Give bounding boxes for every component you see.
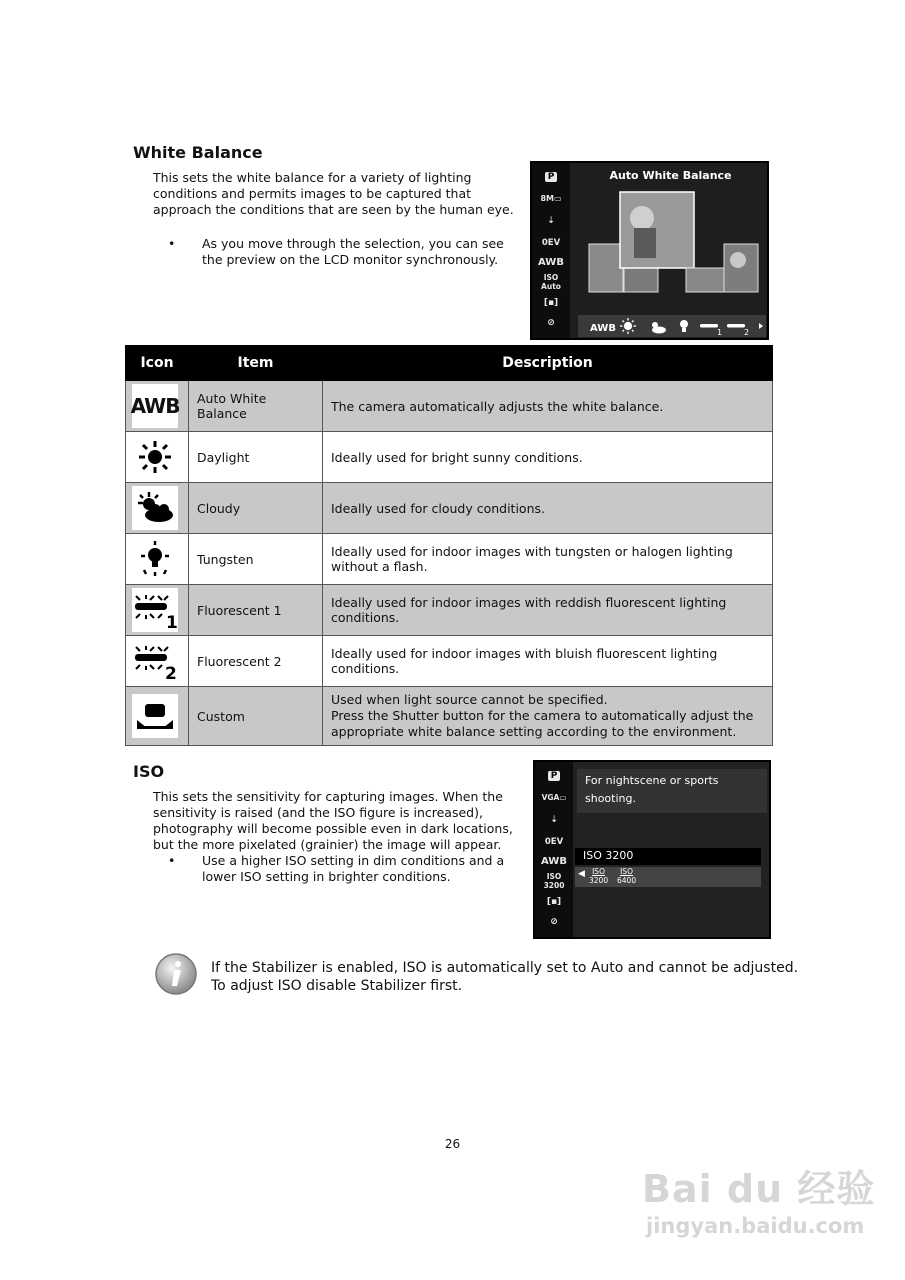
- focus-icon: [▪]: [543, 298, 559, 308]
- lcd-sidebar: [535, 762, 573, 937]
- table-row: [126, 687, 773, 746]
- row-description: Ideally used for bright sunny conditions.: [323, 432, 773, 483]
- resolution-8m-icon: 8M▭: [540, 194, 562, 203]
- flash-icon: ⇣: [550, 815, 558, 825]
- table-row: [126, 534, 773, 585]
- svg-text:1: 1: [166, 613, 178, 630]
- svg-text:2: 2: [165, 664, 177, 681]
- iso-option-bar[interactable]: [575, 867, 761, 887]
- white-balance-heading: White Balance: [133, 143, 263, 162]
- iso-hint-box: [577, 769, 767, 813]
- daylight-icon: [132, 435, 178, 479]
- row-item: Fluorescent 1: [189, 585, 323, 636]
- note-line2: To adjust ISO disable Stabilizer first.: [211, 978, 463, 994]
- note-line1: If the Stabilizer is enabled, ISO is automatically set to Auto and cannot be adjusted.: [211, 960, 799, 976]
- iso-intro: This sets the sensitivity for capturing images. When the sensitivity is raised (and the ISO figure is increased), photography will become possible even in dark locations, but the more pixelated (grainier) the image will appear.: [153, 789, 513, 852]
- row-description: Ideally used for cloudy conditions.: [323, 483, 773, 534]
- face-detect-icon: ⊘: [547, 318, 555, 328]
- bullet-dot: •: [168, 853, 176, 868]
- wb-option-icons: [578, 315, 766, 337]
- table-row: [126, 381, 773, 432]
- row-description: Ideally used for indoor images with bluish fluorescent lighting conditions.: [323, 636, 773, 687]
- bullet-dot: •: [168, 236, 176, 251]
- row-description: The camera automatically adjusts the white balance.: [323, 381, 773, 432]
- table-row: [126, 483, 773, 534]
- row-item: Tungsten: [189, 534, 323, 585]
- white-balance-intro: This sets the white balance for a variety of lighting conditions and permits images to be captured that approach the conditions that are seen by the human eye.: [153, 170, 514, 217]
- svg-text:1: 1: [717, 328, 723, 337]
- preview-photo-montage: [572, 188, 769, 298]
- lcd-sidebar: [532, 163, 570, 338]
- program-mode-icon: P: [539, 768, 569, 784]
- iso-hint-line1: For nightscene or sports: [585, 774, 719, 787]
- info-icon: [154, 952, 198, 996]
- table-row: [126, 432, 773, 483]
- header-item: Item: [189, 346, 323, 381]
- watermark-logo: Bai du 经验: [642, 1167, 876, 1211]
- awb-side-icon: AWB: [541, 856, 567, 867]
- row-description: Used when light source cannot be specified. Press the Shutter button for the camera to automatically adjust the appropriate white balance setting according to the environment.: [323, 687, 773, 746]
- svg-text:AWB: AWB: [590, 323, 616, 334]
- program-mode-icon: P: [536, 169, 566, 185]
- table-row: [126, 636, 773, 687]
- row-item: Cloudy: [189, 483, 323, 534]
- watermark-url: jingyan.baidu.com: [646, 1214, 865, 1238]
- flash-icon: ⇣: [547, 216, 555, 226]
- row-item: Custom: [189, 687, 323, 746]
- iso-option-6400[interactable]: ISO 6400: [617, 867, 637, 885]
- iso-auto-icon: ISO Auto: [541, 273, 561, 291]
- iso-lcd-preview: [533, 760, 771, 939]
- cloudy-icon: [132, 486, 178, 530]
- focus-icon: [▪]: [546, 897, 562, 907]
- iso-3200-icon: ISO 3200: [543, 872, 565, 890]
- resolution-vga-icon: VGA▭: [541, 793, 567, 802]
- row-item: Daylight: [189, 432, 323, 483]
- page-number: 26: [444, 1137, 461, 1151]
- iso-selected-value: ISO 3200: [583, 849, 634, 862]
- iso-option-3200[interactable]: ISO 3200: [589, 867, 609, 885]
- iso-heading: ISO: [133, 762, 165, 781]
- fluorescent-2-icon: [132, 639, 178, 683]
- row-item: Auto White Balance: [189, 381, 323, 432]
- exposure-icon: 0EV: [544, 837, 564, 847]
- row-item: Fluorescent 2: [189, 636, 323, 687]
- tungsten-icon: [132, 537, 178, 581]
- awb-icon: AWB: [132, 384, 178, 428]
- table-row: [126, 585, 773, 636]
- svg-text:2: 2: [744, 328, 750, 337]
- exposure-icon: 0EV: [541, 238, 561, 248]
- face-detect-icon: ⊘: [550, 917, 558, 927]
- iso-hint-line2: shooting.: [585, 792, 636, 805]
- wb-lcd-preview: [530, 161, 769, 340]
- table-header-row: [126, 346, 773, 381]
- awb-side-icon: AWB: [538, 257, 564, 268]
- custom-icon: [132, 694, 178, 738]
- row-description: Ideally used for indoor images with reddish fluorescent lighting conditions.: [323, 585, 773, 636]
- iso-selected-bar: [575, 848, 761, 865]
- header-description: Description: [323, 346, 773, 381]
- row-description: Ideally used for indoor images with tungsten or halogen lighting without a flash.: [323, 534, 773, 585]
- white-balance-bullet: As you move through the selection, you can see the preview on the LCD monitor synchronously.: [202, 236, 504, 267]
- white-balance-table: [125, 345, 773, 746]
- left-arrow-icon[interactable]: ◀: [578, 869, 585, 879]
- iso-bullet: Use a higher ISO setting in dim conditions and a lower ISO setting in brighter conditions.: [202, 853, 505, 884]
- fluorescent-1-icon: [132, 588, 178, 632]
- lcd-mode-title: Auto White Balance: [609, 169, 732, 182]
- header-icon: Icon: [126, 346, 189, 381]
